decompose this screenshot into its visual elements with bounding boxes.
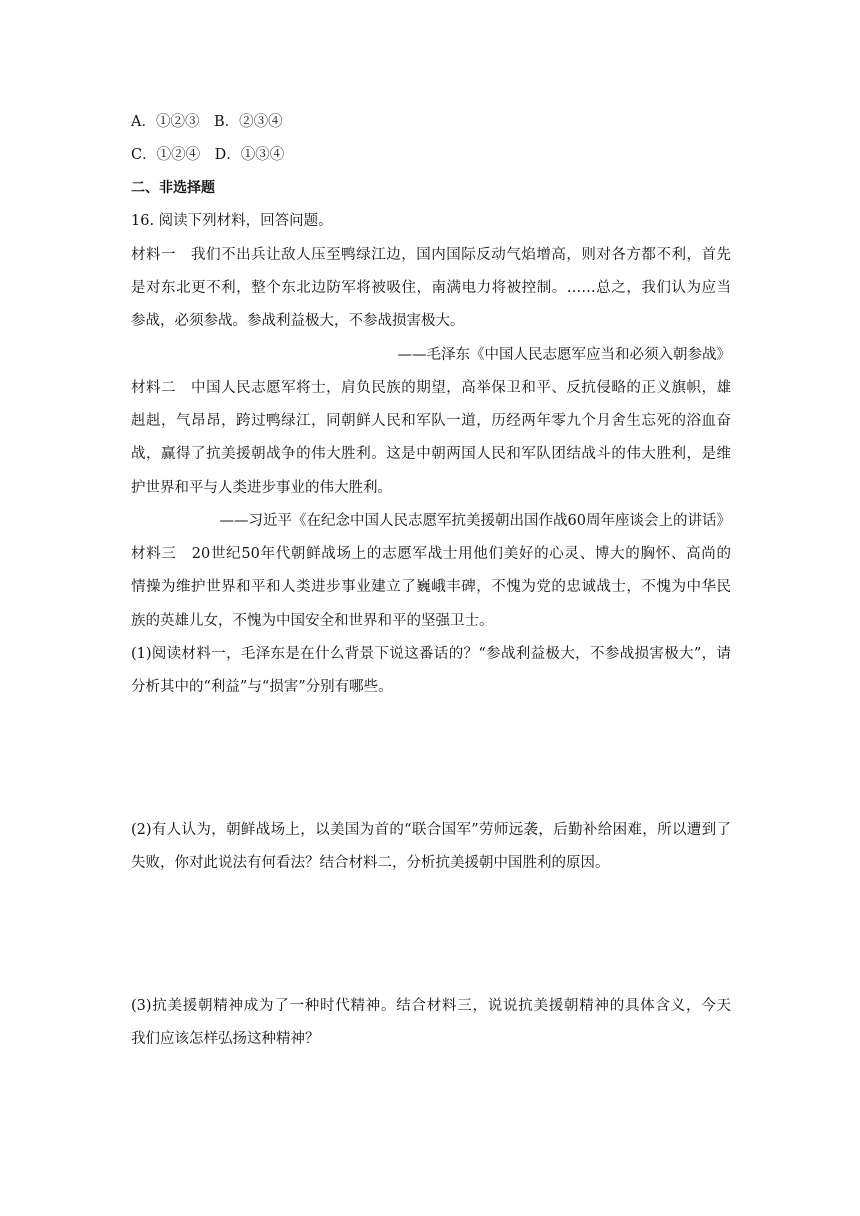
section-heading: 二、非选择题 [131,180,215,196]
subquestion1-line1: (1)阅读材料一，毛泽东是在什么背景下说这番话的？“参战利益极大，不参战损害极大”，请 [131,646,731,662]
material1-line1: 材料一 我们不出兵让敌人压至鸭绿江边，国内国际反动气焰增高，则对各方都不利，首先 [131,247,731,263]
subquestion3-line2: 我们应该怎样弘扬这种精神？ [131,1031,320,1047]
material3-line3: 族的英雄儿女，不愧为中国安全和世界和平的坚强卫士。 [131,613,494,629]
material2-line3: 战，赢得了抗美援朝战争的伟大胜利。这是中朝两国人民和军队团结战斗的伟大胜利，是维 [131,446,731,462]
q15-options-row1: A．①②③ B．②③④ [131,114,283,130]
material2-line2: 赳赳，气昂昂，跨过鸭绿江，同朝鲜人民和军队一道，历经两年零九个月舍生忘死的浴血奋 [131,413,731,429]
subquestion1-line2: 分析其中的“利益”与“损害”分别有哪些。 [131,679,393,695]
q16-stem: 16. 阅读下列材料，回答问题。 [131,213,333,229]
material1-line2: 是对东北更不利，整个东北边防军将被吸住，南满电力将被控制。……总之，我们认为应当 [131,280,731,296]
material2-line4: 护世界和平与人类进步事业的伟大胜利。 [131,480,392,496]
q15-options-row2: C．①②④ D．①③④ [131,147,285,163]
subquestion2-line1: (2)有人认为，朝鲜战场上，以美国为首的“联合国军”劳师远袭，后勤补给困难，所以遭到了 [131,822,731,838]
material1-source: ——毛泽东《中国人民志愿军应当和必须入朝参战》 [397,347,731,363]
subquestion2-line2: 失败，你对此说法有何看法？结合材料二，分析抗美援朝中国胜利的原因。 [131,855,610,871]
material3-line2: 情操为维护世界和平和人类进步事业建立了巍峨丰碑，不愧为党的忠诚战士，不愧为中华民 [131,579,731,595]
material1-line3: 参战，必须参战。参战利益极大，不参战损害极大。 [131,313,465,329]
material2-source: ——习近平《在纪念中国人民志愿军抗美援朝出国作战60周年座谈会上的讲话》 [219,513,731,529]
subquestion3-line1: (3)抗美援朝精神成为了一种时代精神。结合材料三，说说抗美援朝精神的具体含义，今天 [131,998,731,1014]
material3-line1: 材料三 20世纪50年代朝鲜战场上的志愿军战士用他们美好的心灵、博大的胸怀、高尚的 [131,546,731,562]
material2-line1: 材料二 中国人民志愿军将士，肩负民族的期望，高举保卫和平、反抗侵略的正义旗帜，雄 [131,380,731,396]
